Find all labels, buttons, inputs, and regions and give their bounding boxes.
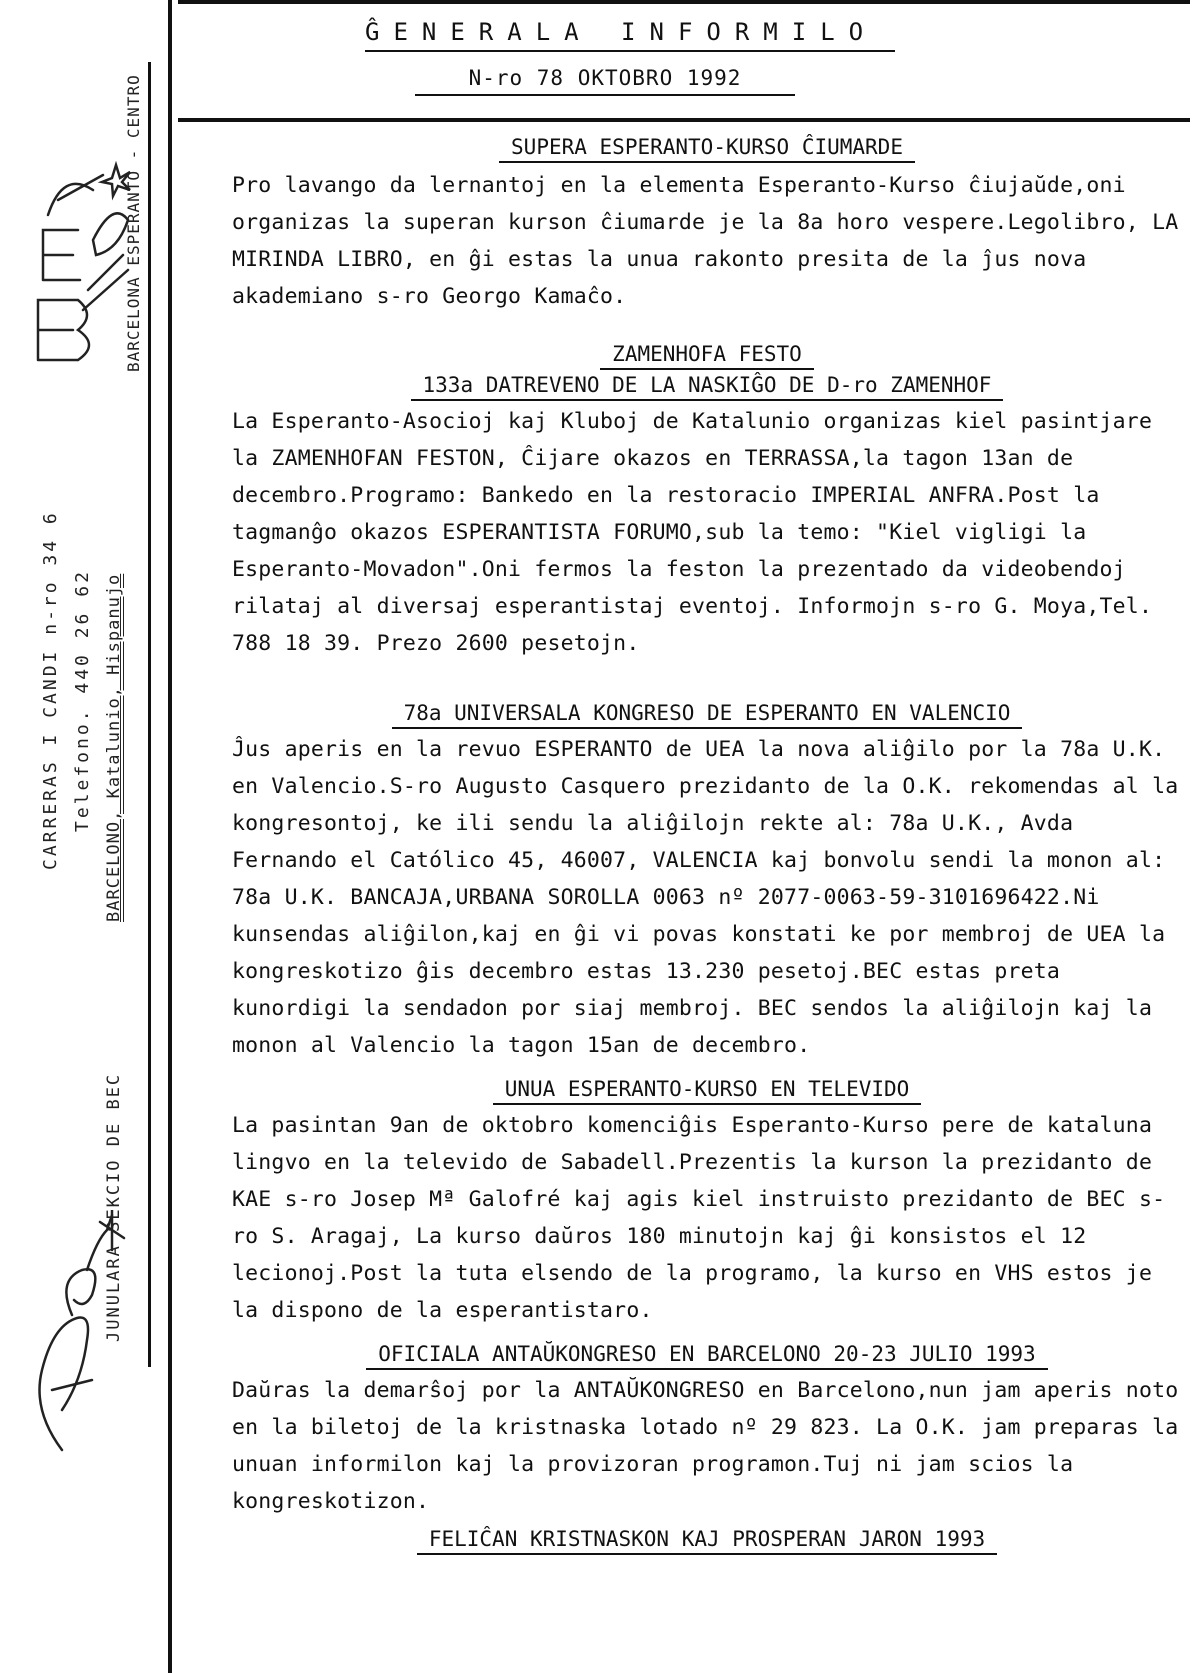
address-street-vertical: CARRERAS I CANDI n-ro 34 6 bbox=[40, 510, 61, 870]
bec-logo-icon bbox=[18, 160, 138, 380]
article-superkurso bbox=[232, 132, 1182, 315]
article-body: Daŭras la demarŝoj por la ANTAŬKONGRESO en Barcelono,nun jam aperis noto en la biletoj de la kristnaska lotado nº 29 823. La O.K. jam preparas la unuan informilon kaj la provizoran programon.Tuj ni jam scios la kongreskotizon. bbox=[232, 1378, 1179, 1514]
article-body: Pro lavango da lernantoj en la elementa Esperanto-Kurso ĉiujaŭde,oni organizas la superan kurson ĉiumarde je la 8a horo vespere.Legolibro, LA MIRINDA LIBRO, en ĝi estas la unua rakonto presita de la ĵus nova akademiano s-ro Georgo Kamaĉo. bbox=[232, 173, 1179, 309]
article-televido-kurso bbox=[232, 1074, 1182, 1329]
address-phone-vertical: Telefono. 440 26 62 bbox=[72, 569, 93, 832]
article-body: La pasintan 9an de oktobro komenciĝis Esperanto-Kurso pere de kataluna lingvo en la televido de Sabadell.Prezentis la kurson la prezidanto de KAE s-ro Josep Mª Galofré kaj agis kiel instruisto prezidanto de BEC s-ro S. Aragaj, La kurso daŭros 180 minutojn kaj ĝi konsistos el 12 lecionoj.Post la tuta elsendo de la programo, la kurso en VHS estos je la dispono de la esperantistaro. bbox=[232, 1113, 1166, 1323]
header-top-rule bbox=[178, 0, 1190, 4]
articles bbox=[232, 132, 1182, 1555]
issue-line: N-ro 78 OKTOBRO 1992 bbox=[415, 66, 795, 96]
address-city-vertical: BARCELONO, Katalunio, Hispanujo bbox=[104, 573, 124, 922]
article-heading: FELIĈAN KRISTNASKON KAJ PROSPERAN JARON 1993 bbox=[232, 1524, 1182, 1555]
article-heading: UNUA ESPERANTO-KURSO EN TELEVIDO bbox=[232, 1074, 1182, 1105]
article-antaukongreso bbox=[232, 1339, 1182, 1520]
article-universala-kongreso bbox=[232, 698, 1182, 1064]
section-name-vertical: JUNULARA SEKCIO DE BEC bbox=[104, 1072, 124, 1342]
header-rule bbox=[178, 118, 1190, 122]
article-subheading: 133a DATREVENO DE LA NASKIĜO DE D-ro ZAMENHOF bbox=[232, 370, 1182, 401]
letterhead-rule bbox=[148, 62, 151, 1367]
left-margin-rule bbox=[168, 0, 172, 1673]
signature-icon bbox=[12, 1210, 132, 1460]
article-heading: ZAMENHOFA FESTO bbox=[232, 339, 1182, 370]
org-name-vertical: BARCELONA ESPERANTO - CENTRO bbox=[124, 74, 143, 372]
article-body: La Esperanto-Asocioj kaj Kluboj de Katalunio organizas kiel pasintjare la ZAMENHOFAN FESTON, Ĉijare okazos en TERRASSA,la tagon 13an de decembro.Programo: Bankedo en la restoracio IMPERIAL ANFRA.Post la tagmanĝo okazos ESPERANTISTA FORUMO,sub la temo: "Kiel vigligi la Esperanto-Movadon".Oni fermos la feston la prezentado da videobendoj rilataj al diversaj esperantistaj eventoj. Informojn s-ro G. Moya,Tel. 788 18 39. Prezo 2600 pesetojn. bbox=[232, 409, 1153, 656]
article-heading: 78a UNIVERSALA KONGRESO DE ESPERANTO EN VALENCIO bbox=[232, 698, 1182, 729]
article-body: Ĵus aperis en la revuo ESPERANTO de UEA la nova aliĝilo por la 78a U.K. en Valencio.S-ro Augusto Casquero prezidanto de la O.K. rekomendas al la kongresontoj, ke ili sendu la aliĝilojn rekte al: 78a U.K., Avda Fernando el Católico 45, 46007, VALENCIA kaj bonvolu sendi la monon al: 78a U.K. BANCAJA,URBANA SOROLLA 0063 nº 2077-0063-59-3101696422.Ni kunsendas aliĝilon,kaj en ĝi vi povas konstati ke por membroj de UEA la kongreskotizo ĝis decembro estas 13.230 pesetoj.BEC estas preta kunordigi la sendadon por siaj membroj. BEC sendos la aliĝilojn kaj la monon al Valencio la tagon 15an de decembro. bbox=[232, 737, 1179, 1058]
article-zamenhofa-festo bbox=[232, 339, 1182, 662]
article-heading: OFICIALA ANTAŬKONGRESO EN BARCELONO 20-23 JULIO 1993 bbox=[232, 1339, 1182, 1370]
article-heading: SUPERA ESPERANTO-KURSO ĈIUMARDE bbox=[232, 132, 1182, 163]
newsletter-title: ĜENERALA INFORMILO bbox=[365, 18, 895, 52]
article-kristnasko bbox=[232, 1524, 1182, 1555]
